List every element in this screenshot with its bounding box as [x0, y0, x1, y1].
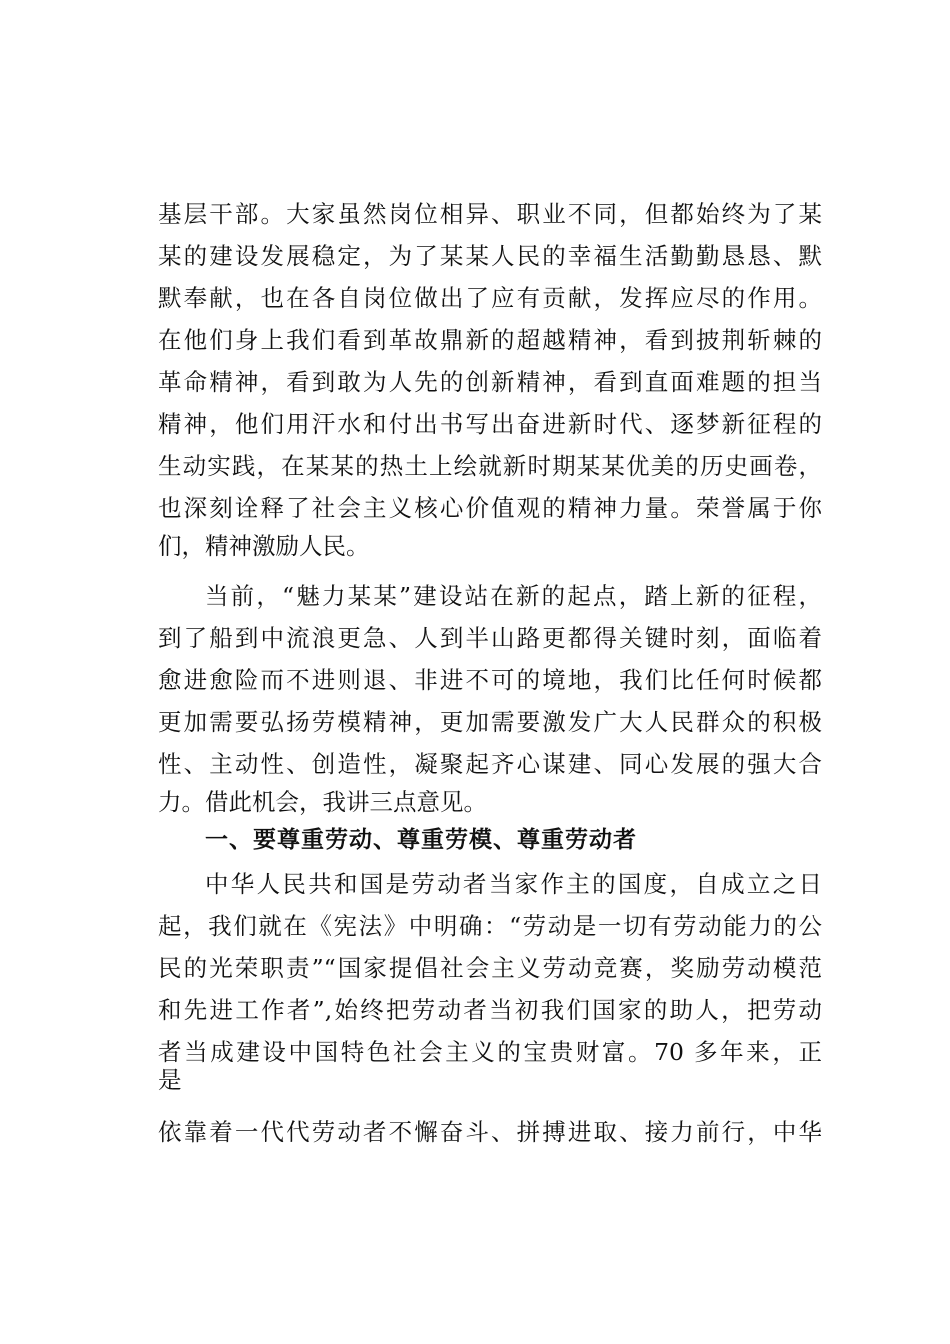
paragraph-1-line-9: 们，精神激励人民。: [158, 532, 370, 560]
paragraph-1-line-2: 某的建设发展稳定，为了某某人民的幸福生活勤勤恳恳、默: [158, 242, 822, 270]
paragraph-1-line-1: 基层干部。大家虽然岗位相异、职业不同，但都始终为了某: [158, 200, 822, 228]
paragraph-1-line-4: 在他们身上我们看到革故鼎新的超越精神，看到披荆斩棘的: [158, 326, 822, 354]
paragraph-1-line-6: 精神，他们用汗水和付出书写出奋进新时代、逐梦新征程的: [158, 410, 822, 438]
paragraph-1-line-8: 也深刻诠释了社会主义核心价值观的精神力量。荣誉属于你: [158, 494, 822, 522]
paragraph-1-line-3: 默奉献，也在各自岗位做出了应有贡献，发挥应尽的作用。: [158, 284, 822, 312]
paragraph-2-line-5: 性、主动性、创造性，凝聚起齐心谋建、同心发展的强大合: [158, 750, 822, 778]
section-heading: 一、要尊重劳动、尊重劳模、尊重劳动者: [205, 827, 637, 853]
paragraph-3-line-6: 是: [158, 1066, 182, 1094]
paragraph-3-line-2: 起，我们就在《宪法》中明确：“劳动是一切有劳动能力的公: [158, 912, 822, 940]
paragraph-3-line-1: 中华人民共和国是劳动者当家作主的国度，自成立之日: [205, 870, 822, 898]
paragraph-3-line-5: 者当成建设中国特色社会主义的宝贵财富。70 多年来，正: [158, 1038, 822, 1066]
paragraph-2-line-6: 力。借此机会，我讲三点意见。: [158, 788, 487, 816]
paragraph-1-line-5: 革命精神，看到敢为人先的创新精神，看到直面难题的担当: [158, 368, 822, 396]
paragraph-1-line-7: 生动实践，在某某的热土上绘就新时期某某优美的历史画卷，: [158, 452, 822, 480]
paragraph-2-line-2: 到了船到中流浪更急、人到半山路更都得关键时刻，面临着: [158, 624, 822, 652]
paragraph-3-line-4: 和先进工作者”,始终把劳动者当初我们国家的助人，把劳动: [158, 996, 822, 1024]
paragraph-4-line-1: 依靠着一代代劳动者不懈奋斗、拼搏进取、接力前行，中华: [158, 1118, 822, 1146]
paragraph-2-line-3: 愈进愈险而不进则退、非进不可的境地，我们比任何时候都: [158, 666, 822, 694]
paragraph-2-line-4: 更加需要弘扬劳模精神，更加需要激发广大人民群众的积极: [158, 708, 822, 736]
paragraph-2-line-1: 当前，“魅力某某”建设站在新的起点，踏上新的征程，: [205, 582, 822, 610]
paragraph-3-line-3: 民的光荣职责”“国家提倡社会主义劳动竞赛，奖励劳动模范: [158, 954, 822, 982]
